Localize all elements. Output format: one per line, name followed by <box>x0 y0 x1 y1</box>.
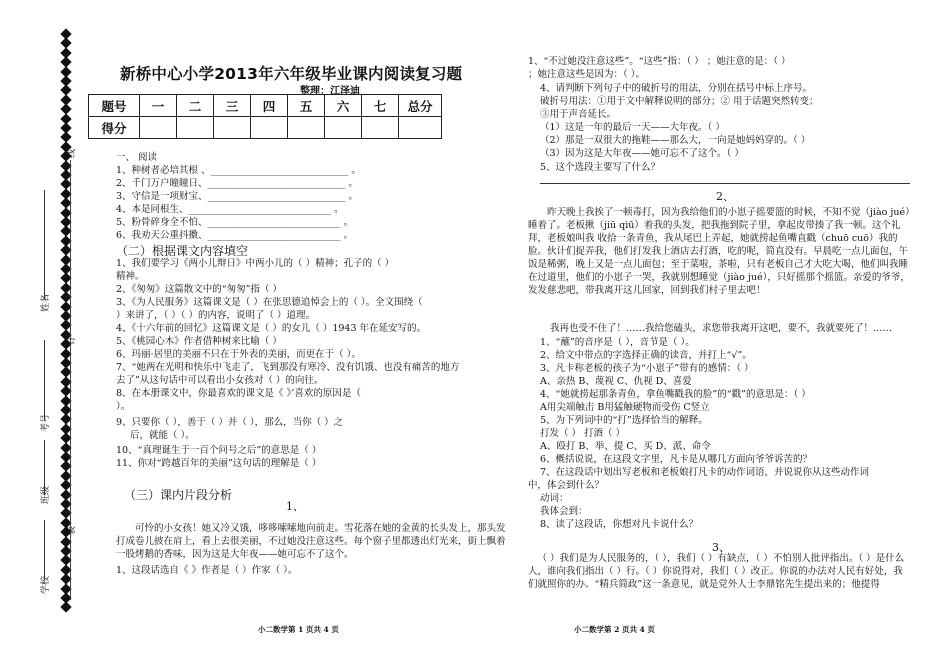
question-line: A、亲热 B、蔑视 C、仇视 D、喜爱 <box>540 376 692 387</box>
score-cell[interactable] <box>214 117 251 139</box>
question-line: A用尖端触击 B用猛触硬物而受伤 C竖立 <box>540 402 710 413</box>
score-header-cell: 题号 <box>89 95 140 117</box>
question-line: 7、“她两在光明和快乐中飞走了，飞到那没有寒冷、没有饥饿、也没有痛苦的地方 <box>116 362 460 373</box>
question-line: （2）那是一双很大的拖鞋——那么大，一向是她妈妈穿的。（ ） <box>540 135 811 146</box>
score-table <box>88 94 442 139</box>
page-footer-right: 小二数学第 2 页共 4 页 <box>574 625 655 634</box>
score-header-cell: 三 <box>214 95 251 117</box>
question-line: ）来讲了，（ ）（ ）的内容，说明了（ ）道理。 <box>116 310 316 321</box>
question-line: 5、为下列词中的“打”选择恰当的解释。 <box>540 415 708 426</box>
score-cell[interactable] <box>288 117 325 139</box>
score-header-cell: 二 <box>177 95 214 117</box>
question-line: 1、种树者必培其根 、_____________________________ 。 <box>116 165 361 176</box>
score-header-cell: 一 <box>140 95 177 117</box>
school-label: 学校 <box>41 575 51 594</box>
score-table-score-row <box>89 117 442 139</box>
question-line: 5、粉骨碎身全不怕、____________________________ 。 <box>116 217 354 228</box>
question-line: 5、《桃园心木》作者借种树来比喻（ ） <box>116 336 282 347</box>
score-cell[interactable] <box>362 117 399 139</box>
question-line: （1）这是一年的最后一天——大年夜。（ ） <box>540 122 725 133</box>
question-line: 7、在这段话中划出写老板和老板娘打凡卡的动作词语，并说说你从这些动作词 <box>540 467 870 478</box>
score-cell[interactable] <box>325 117 362 139</box>
section-2-heading: （二）根据课文内容填空 <box>116 244 249 258</box>
compiler-credit: 整理：江泽迪 <box>300 86 360 97</box>
question-line: 10、“真理诞生于一百个问号之后”的意思是（ ） <box>116 445 322 456</box>
binding-char-ding: 订 <box>67 335 77 345</box>
passage-1-text: 可怜的小女孩！她又冷又饿，哆哆嗦嗦地向前走。雪花落在她的金黄的长头发上，那头发打成卷儿披在肩上，看上去很美丽，不过她没注意这些。每个窗子里都透出灯光来，街上飘着一股烤鹅的香味，因为这是大年夜——她可忘不了这个。 <box>116 523 506 560</box>
question-line: 9、只要你（ ），善于（ ）并（ ），那么，当你（ ）之 <box>116 417 344 428</box>
binding-margin-diamonds <box>62 30 74 610</box>
name-blank <box>44 190 45 300</box>
diamond-mark <box>60 602 71 613</box>
score-cell[interactable] <box>399 117 442 139</box>
passage-2-final-line: 我再也受不住了！……我给您磕头，求您带我离开这吧，要不，我就要死了！…… <box>550 323 893 334</box>
passage-3-text: （ ）我们是为人民服务的，（ ），我们（ ）有缺点，（ ）不怕别人批评指出。（ ）是什么人，谁向我们指出（ ）行。（ ）你说得对，我们（ ）改正。你说的办法对人民有好处，我们就照你的办。“精兵简政”这一条意见，就是党外人士李鼎铭先生提出来的；他提得 <box>528 553 905 590</box>
question-line: 5、这个选段主要写了什么？ <box>540 162 661 173</box>
question-line: 破折号用法：①用于文中解释说明的部分；② 用于话题突然转变； <box>540 96 819 107</box>
question-line: 1、这段话选自《 》作者是（ ）作家（ ）。 <box>116 565 298 576</box>
exam-number-blank <box>44 340 45 420</box>
question-line: 6、我劝天公重抖擞、____________________________ 。 <box>116 230 354 241</box>
question-line: 11、你对“跨越百年的美丽”这句话的理解是（ ） <box>116 458 322 469</box>
question-line: 3、凡卡称老板的孩子为“小崽子”带有的感情：（ ） <box>540 363 754 374</box>
question-line: 2、《匆匆》这篇散文中的“匆匆”指（ ） <box>116 284 283 295</box>
question-line: 8、读了这段话，你想对凡卡说什么？ <box>540 519 699 530</box>
score-header-cell: 五 <box>288 95 325 117</box>
binding-char-zhuang: 装 <box>67 525 77 535</box>
score-table-header-row <box>89 95 442 117</box>
class-blank <box>44 440 45 495</box>
question-line: 1、“蘸”的音序是（ ），音节是（ ）。 <box>540 337 695 348</box>
question-line: ；她注意这些是因为：（ ）。 <box>528 69 646 80</box>
question-line: A、殴打 B、举、提 C、买 D、派、命令 <box>540 441 711 452</box>
passage-3-number: 3、 <box>712 541 730 554</box>
score-cell[interactable] <box>177 117 214 139</box>
page-footer-left: 小二数学第 1 页共 4 页 <box>258 625 339 634</box>
passage-2-number: 2、 <box>716 190 734 203</box>
section-3-heading: （三）课内片段分析 <box>124 488 233 502</box>
question-line: 精神。 <box>116 271 145 282</box>
question-line: 4、“她就捞起那条青鱼，拿鱼嘴戳我的脸”的“戳”的意思是：（ ） <box>540 389 811 400</box>
question-line: 4、请判断下列句子中的破折号的用法，分别在括号中标上序号。 <box>540 83 813 94</box>
school-blank <box>44 520 45 580</box>
question-line: 动词： <box>540 493 569 504</box>
question-line: 3、守信是一项财宝、_____________________________ 。 <box>116 191 358 202</box>
score-cell[interactable] <box>251 117 288 139</box>
score-cell[interactable] <box>140 117 177 139</box>
question-line: 2、千门万户瞳瞳日、_____________________________ 。 <box>116 178 358 189</box>
question-line: 1、我们要学习《两小儿辩日》中两小儿的（ ）精神；孔子的（ ） <box>116 258 395 269</box>
name-label: 姓名 <box>41 293 51 312</box>
score-header-cell: 七 <box>362 95 399 117</box>
question-line: ）。 <box>116 401 131 412</box>
section-1-heading: 一、 阅读 <box>116 152 158 163</box>
question-line: 4、《十六年前的回忆》这篇课文是（ ）的女儿（ ）1943 年在延安写的。 <box>116 323 427 334</box>
question-line: 4、本是同根生、______________________________ 。 <box>116 204 344 215</box>
score-header-cell: 四 <box>251 95 288 117</box>
score-row-label: 得分 <box>89 117 140 139</box>
question-line: 打发（ ） 打酒（ ） <box>540 428 626 439</box>
question-line: （3）因为这是大年夜——她可忘不了这个。（ ） <box>540 148 744 159</box>
exam-title: 新桥中心小学2013年六年级毕业课内阅读复习题 <box>120 65 463 83</box>
question-line: ③用于声音延长。 <box>540 109 617 120</box>
question-line: 6、玛丽·居里的美丽不只在于外表的美丽，而更在于（ ）。 <box>116 349 361 360</box>
question-line: 后，就能（ ）。 <box>130 430 195 441</box>
passage-1-number: 1、 <box>286 500 304 513</box>
passage-2-text: 昨天晚上我挨了一顿毒打，因为我给他们的小崽子摇要篮的时候，不知不觉（jiào jué）睡着了。老板揪（jiū qiū）着我的头发，把我拖到院子里，拿起皮带揍了我一顿。这个礼拜，老板娘叫我 收拾一条青鱼，我从尾巴上弄起，她就捞起鱼嘴直戳（chuō cuō）我的脸。伙计们捉弄我，他们打发我上酒店去打酒，吃的呢，简直没有。早晨吃一点儿面包，午饭是稀粥，晚上又是一点儿面包；至于菜啦，茶啦，只有老板自己才大吃大喝，他们叫我睡在过道里，他们的小崽子一哭，我就别想睡觉（jiào jué），只好摇那个摇篮。亲爱的爷爷，发发慈悲吧，带我离开这儿回家，回到我们村子里去吧！ <box>528 207 910 296</box>
question-line: 3、《为人民服务》这篇课文是（ ）在张思德追悼会上的（ ）。全文围绕（ <box>116 297 423 308</box>
exam-number-label: 考号 <box>41 413 51 432</box>
question-line: 6、概括说说，在这段文字里，凡卡是从哪几方面向爷爷诉苦的？ <box>540 454 813 465</box>
class-label: 班级 <box>41 485 51 504</box>
answer-line <box>540 183 910 184</box>
binding-char-xian: 线 <box>67 148 77 158</box>
question-line: 中，体会到什么？ <box>528 480 605 491</box>
question-line: 2、给文中带点的字选择正确的读音，并打上“√”。 <box>540 350 752 361</box>
question-line: 我体会到： <box>540 506 588 517</box>
question-line: 去了”从这句话中可以看出小女孩对（ ）的向往。 <box>116 375 324 386</box>
question-line: 1、“不过她没注意这些”。“这些”指：（ ） ；她注意的是：（ ） <box>528 56 791 67</box>
question-line: 8、在本册课文中，你最喜欢的课文是《 》’喜欢的原因是（ <box>116 388 361 399</box>
score-header-cell: 总分 <box>399 95 442 117</box>
score-header-cell: 六 <box>325 95 362 117</box>
